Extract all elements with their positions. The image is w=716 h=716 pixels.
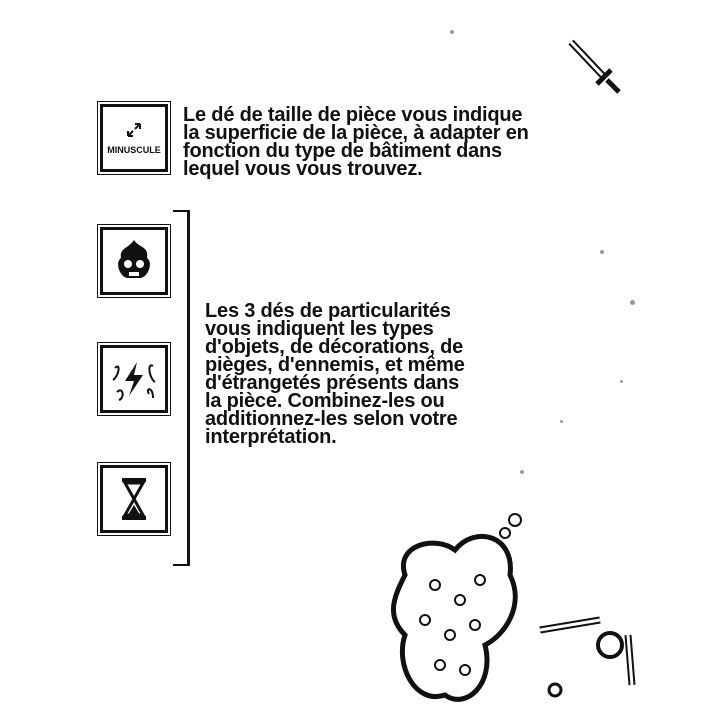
bracket-top <box>173 210 189 212</box>
feature-die-1 <box>100 227 168 295</box>
speck <box>450 30 454 34</box>
feature-die-2 <box>100 345 168 413</box>
feature-die-3 <box>100 465 168 533</box>
size-description: Le dé de taille de pièce vous indique la superficie de la pièce, à adapter en fonction du type de bâtiment dans lequel vous vous trouvez. <box>183 104 529 180</box>
speck <box>630 300 635 305</box>
size-label: MINUSCULE <box>107 145 161 155</box>
features-description: Les 3 dés de particularités vous indiquent les types d'objets, de décorations, de pièges, d'ennemis, et même d'étrangetés présents dans la pièce. Combinez-les ou additionnez-les selon votre interprétation. <box>205 300 465 448</box>
sword-icon <box>565 38 625 98</box>
speck <box>600 250 604 254</box>
lightning-tentacles-icon <box>109 354 159 404</box>
bones-icon <box>530 590 650 700</box>
speck <box>520 470 524 474</box>
hourglass-icon <box>114 474 154 524</box>
room-size-die <box>100 104 168 172</box>
flaming-skull-icon <box>109 236 159 286</box>
speck <box>560 420 563 423</box>
resize-arrows-icon <box>125 121 143 139</box>
bracket <box>187 210 190 566</box>
speck <box>620 380 623 383</box>
bracket-bottom <box>173 564 189 566</box>
